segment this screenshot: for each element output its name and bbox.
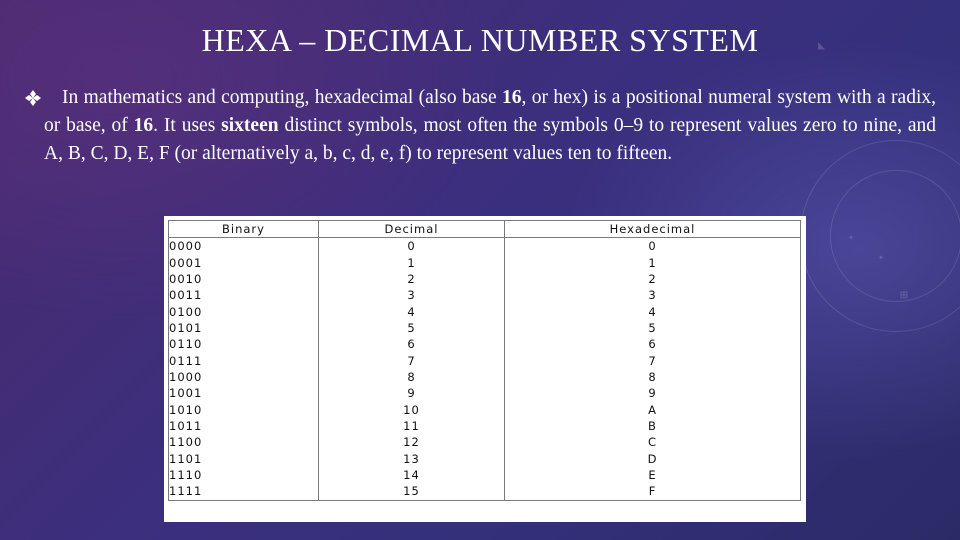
decimal-cell: 11 <box>319 418 505 434</box>
decimal-cell: 5 <box>319 320 505 336</box>
binary-cell: 1000 <box>169 369 319 385</box>
conversion-table-image <box>164 216 806 522</box>
decimal-cell: 13 <box>319 450 505 466</box>
table-row <box>169 336 801 352</box>
table-row <box>169 271 801 287</box>
text-segment: distinct symbols, most often the symbols 0–9 to represent values zero to nine, and A, B, C, D, E, F (or alternatively a, b, c, d, e, f) to represent values ten to fifteen. <box>44 115 937 164</box>
diamond-bullet-icon <box>24 89 42 107</box>
hex-cell: 2 <box>505 271 801 287</box>
hex-cell: 9 <box>505 385 801 401</box>
hex-cell: 0 <box>505 238 801 255</box>
table-row <box>169 352 801 368</box>
table-row <box>169 483 801 500</box>
text-segment: , or hex) is a positional numeral system with a radix, or base, of <box>44 87 936 136</box>
hex-cell: B <box>505 418 801 434</box>
binary-cell: 1111 <box>169 483 319 500</box>
decimal-cell: 3 <box>319 287 505 303</box>
table-row <box>169 320 801 336</box>
table-row <box>169 450 801 466</box>
bullet-paragraph <box>24 84 936 168</box>
decimal-cell: 15 <box>319 483 505 500</box>
hex-cell: 5 <box>505 320 801 336</box>
hex-cell: 6 <box>505 336 801 352</box>
decimal-cell: 9 <box>319 385 505 401</box>
binary-cell: 1011 <box>169 418 319 434</box>
binary-cell: 0011 <box>169 287 319 303</box>
hex-cell: 4 <box>505 303 801 319</box>
binary-cell: 1110 <box>169 467 319 483</box>
decimal-cell: 8 <box>319 369 505 385</box>
table-row <box>169 434 801 450</box>
decorative-symbol: ◣ <box>818 38 826 52</box>
bold-number: 16 <box>502 87 522 108</box>
hex-cell: 1 <box>505 254 801 270</box>
bold-word: sixteen <box>221 115 279 136</box>
decimal-cell: 1 <box>319 254 505 270</box>
decimal-cell: 4 <box>319 303 505 319</box>
hex-cell: 7 <box>505 352 801 368</box>
binary-cell: 0001 <box>169 254 319 270</box>
table-row <box>169 467 801 483</box>
hex-cell: E <box>505 467 801 483</box>
hex-cell: C <box>505 434 801 450</box>
text-segment: In mathematics and computing, hexadecimal (also base <box>62 87 502 108</box>
table-row <box>169 287 801 303</box>
decorative-symbol: ✦ <box>878 252 885 263</box>
table-row <box>169 238 801 255</box>
decimal-cell: 14 <box>319 467 505 483</box>
bullet-text <box>24 84 936 168</box>
header-decimal: Decimal <box>319 221 505 238</box>
decimal-cell: 6 <box>319 336 505 352</box>
decimal-cell: 10 <box>319 401 505 417</box>
table-row <box>169 418 801 434</box>
hex-cell: A <box>505 401 801 417</box>
binary-cell: 1001 <box>169 385 319 401</box>
binary-cell: 0100 <box>169 303 319 319</box>
hex-cell: F <box>505 483 801 500</box>
decimal-cell: 2 <box>319 271 505 287</box>
hex-cell: D <box>505 450 801 466</box>
table-row <box>169 385 801 401</box>
binary-cell: 0101 <box>169 320 319 336</box>
binary-cell: 1100 <box>169 434 319 450</box>
table-row <box>169 369 801 385</box>
decimal-cell: 0 <box>319 238 505 255</box>
table-header-row <box>169 221 801 238</box>
binary-cell: 1010 <box>169 401 319 417</box>
decorative-ring <box>830 170 960 302</box>
decorative-symbol: ⊞ <box>900 288 908 303</box>
binary-cell: 0000 <box>169 238 319 255</box>
binary-cell: 1101 <box>169 450 319 466</box>
table-row <box>169 303 801 319</box>
slide-title: HEXA – DECIMAL NUMBER SYSTEM <box>201 22 759 58</box>
hex-cell: 8 <box>505 369 801 385</box>
binary-cell: 0010 <box>169 271 319 287</box>
header-hexadecimal: Hexadecimal <box>505 221 801 238</box>
hex-cell: 3 <box>505 287 801 303</box>
binary-cell: 0110 <box>169 336 319 352</box>
text-segment: . It uses <box>153 115 222 136</box>
decimal-cell: 12 <box>319 434 505 450</box>
bold-number: 16 <box>133 115 154 136</box>
table-row <box>169 401 801 417</box>
header-binary: Binary <box>169 221 319 238</box>
decimal-cell: 7 <box>319 352 505 368</box>
binary-cell: 0111 <box>169 352 319 368</box>
conversion-table <box>168 220 801 501</box>
decorative-symbol: ✦ <box>848 232 855 243</box>
table-row <box>169 254 801 270</box>
table-body <box>169 238 801 501</box>
